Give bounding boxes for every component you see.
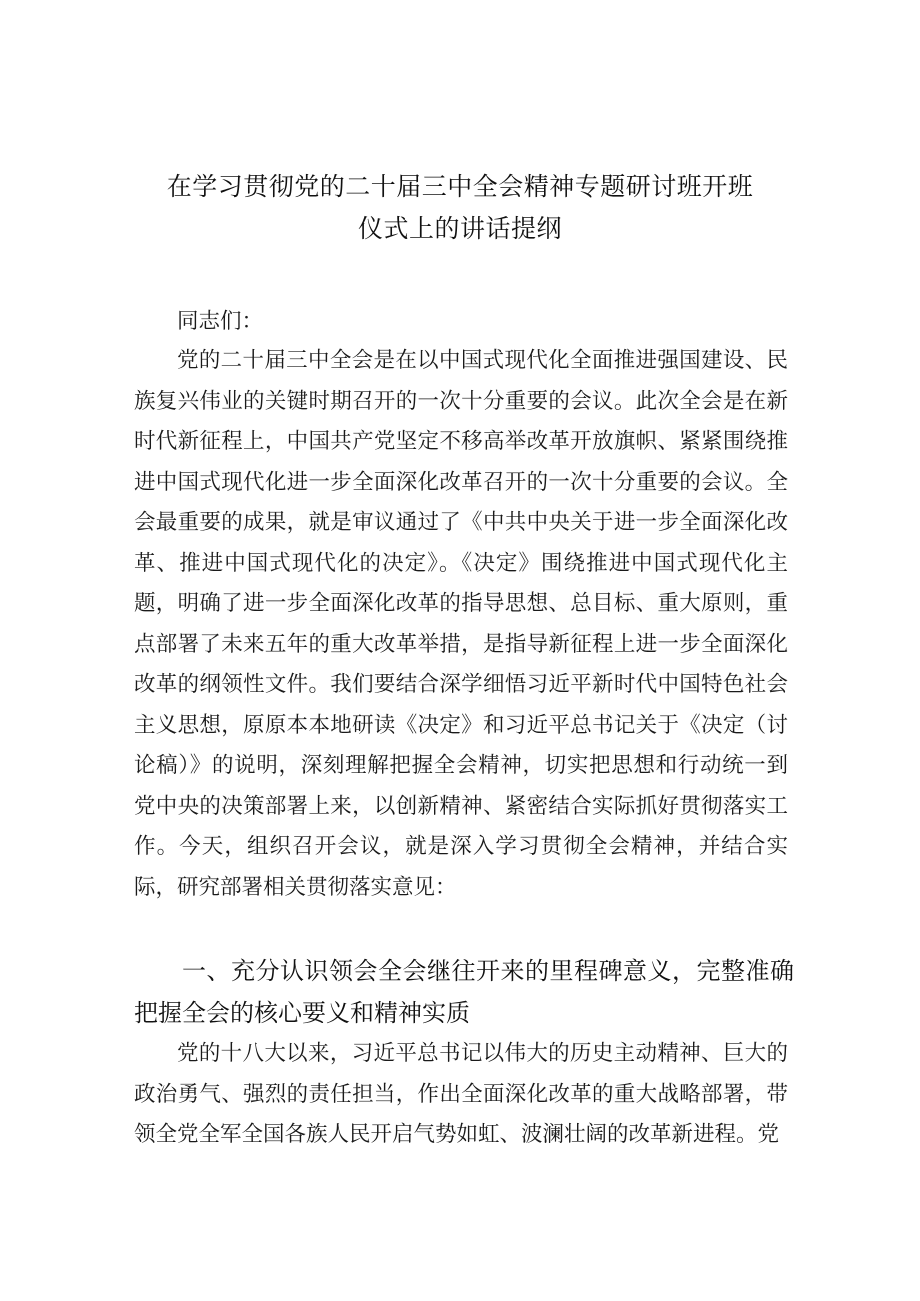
document-title-line-1: 在学习贯彻党的二十届三中全会精神专题研讨班开班 [166, 172, 754, 201]
salutation: 同志们： [177, 309, 264, 334]
document-title-line-2: 仪式上的讲话提纲 [357, 214, 562, 243]
body-paragraph-2: 党的十八大以来，习近平总书记以伟大的历史主动精神、巨大的政治勇气、强烈的责任担当，作出全面深化改革的重大战略部署，带领全党全军全国各族人民开启气势如虹、波澜壮阔的改革新进程。党 [134, 1041, 788, 1147]
section-heading-1: 一、充分认识领会全会继往开来的里程碑意义，完整准确把握全会的核心要义和精神实质 [134, 957, 794, 1027]
body-paragraph-1: 党的二十届三中全会是在以中国式现代化全面推进强国建设、民族复兴伟业的关键时期召开的一次十分重要的会议。此次全会是在新时代新征程上，中国共产党坚定不移高举改革开放旗帜、紧紧围绕推进中国式现代化进一步全面深化改革召开的一次十分重要的会议。全会最重要的成果，就是审议通过了《中共中央关于进一步全面深化改革、推进中国式现代化的决定》。《决定》围绕推进中国式现代化主题，明确了进一步全面深化改革的指导思想、总目标、重大原则，重点部署了未来五年的重大改革举措，是指导新征程上进一步全面深化改革的纲领性文件。我们要结合深学细悟习近平新时代中国特色社会主义思想，原原本本地研读《决定》和习近平总书记关于《决定（讨论稿）》的说明，深刻理解把握全会精神，切实把思想和行动统一到党中央的决策部署上来，以创新精神、紧密结合实际抓好贯彻落实工作。今天，组织召开会议，就是深入学习贯彻全会精神，并结合实际，研究部署相关贯彻落实意见： [134, 348, 788, 900]
